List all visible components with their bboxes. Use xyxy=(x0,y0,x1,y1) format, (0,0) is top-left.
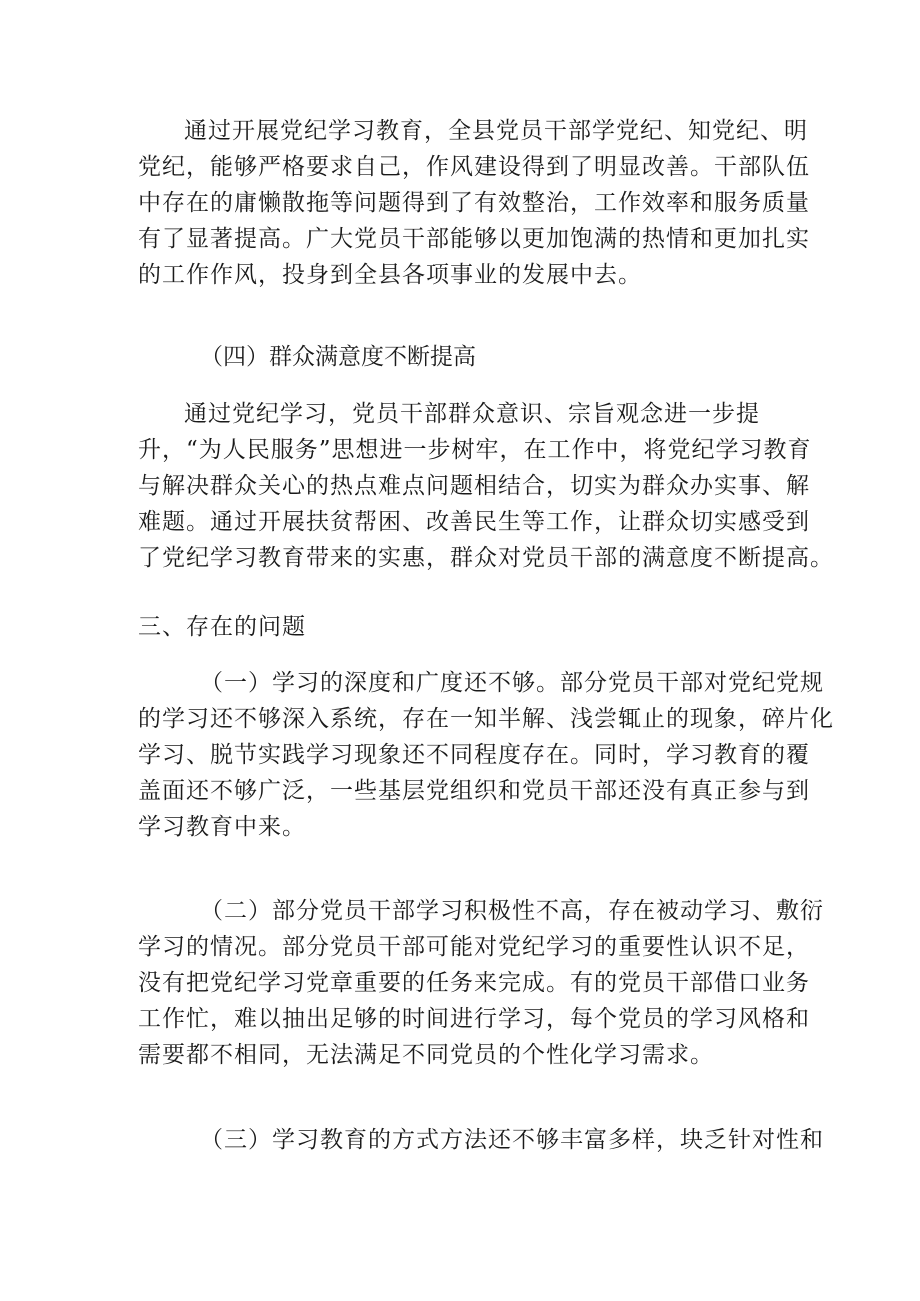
paragraph-line: 工作忙，难以抽出足够的时间进行学习，每个党员的学习风格和 xyxy=(138,1006,810,1032)
paragraph-line: 升，“为人民服务”思想进一步树牢，在工作中，将党纪学习教育 xyxy=(138,437,812,463)
paragraph-line: （二）部分党员干部学习积极性不高，存在被动学习、敷衍 xyxy=(200,898,824,924)
paragraph-line: （一）学习的深度和广度还不够。部分党员干部对党纪党规 xyxy=(200,670,824,696)
paragraph-line: 通过开展党纪学习教育，全县党员干部学党纪、知党纪、明 xyxy=(184,118,808,144)
paragraph-problem-2 xyxy=(138,893,824,1073)
subheading-satisfaction: （四）群众满意度不断提高 xyxy=(200,344,476,370)
paragraph-line: 学习教育中来。 xyxy=(138,814,306,840)
section-heading-problems: 三、存在的问题 xyxy=(138,614,306,640)
paragraph-line: 盖面还不够广泛，一些基层党组织和党员干部还没有真正参与到 xyxy=(138,778,810,804)
paragraph-line: （三）学习教育的方式方法还不够丰富多样，块乏针对性和 xyxy=(200,1127,824,1153)
paragraph-line: 的学习还不够深入系统，存在一知半解、浅尝辄止的现象，碎片化 xyxy=(138,706,834,732)
paragraph-line: 中存在的庸懒散拖等问题得到了有效整治，工作效率和服务质量 xyxy=(138,190,810,216)
paragraph-line: 的工作作风，投身到全县各项事业的发展中去。 xyxy=(138,262,642,288)
paragraph-problem-1 xyxy=(138,665,834,845)
paragraph-line: 没有把党纪学习党章重要的任务来完成。有的党员干部借口业务 xyxy=(138,970,810,996)
paragraph-line: 通过党纪学习，党员干部群众意识、宗旨观念进一步提 xyxy=(184,401,760,427)
paragraph-line: 与解决群众关心的热点难点问题相结合，切实为群众办实事、解 xyxy=(138,473,810,499)
paragraph-line: 学习、脱节实践学习现象还不同程度存在。同时，学习教育的覆 xyxy=(138,742,810,768)
paragraph-line: 了党纪学习教育带来的实惠，群众对党员干部的满意度不断提高。 xyxy=(138,545,834,571)
paragraph-problem-3 xyxy=(138,1122,824,1158)
paragraph-line: 有了显著提高。广大党员干部能够以更加饱满的热情和更加扎实 xyxy=(138,226,810,252)
paragraph-line: 需要都不相同，无法满足不同党员的个性化学习需求。 xyxy=(138,1042,714,1068)
paragraph-line: 难题。通过开展扶贫帮困、改善民生等工作，让群众切实感受到 xyxy=(138,509,810,535)
paragraph-line: 学习的情况。部分党员干部可能对党纪学习的重要性认识不足， xyxy=(138,934,810,960)
paragraph-satisfaction xyxy=(138,396,834,576)
paragraph-line: 党纪，能够严格要求自己，作风建设得到了明显改善。干部队伍 xyxy=(138,154,810,180)
paragraph-work-style xyxy=(138,113,810,293)
